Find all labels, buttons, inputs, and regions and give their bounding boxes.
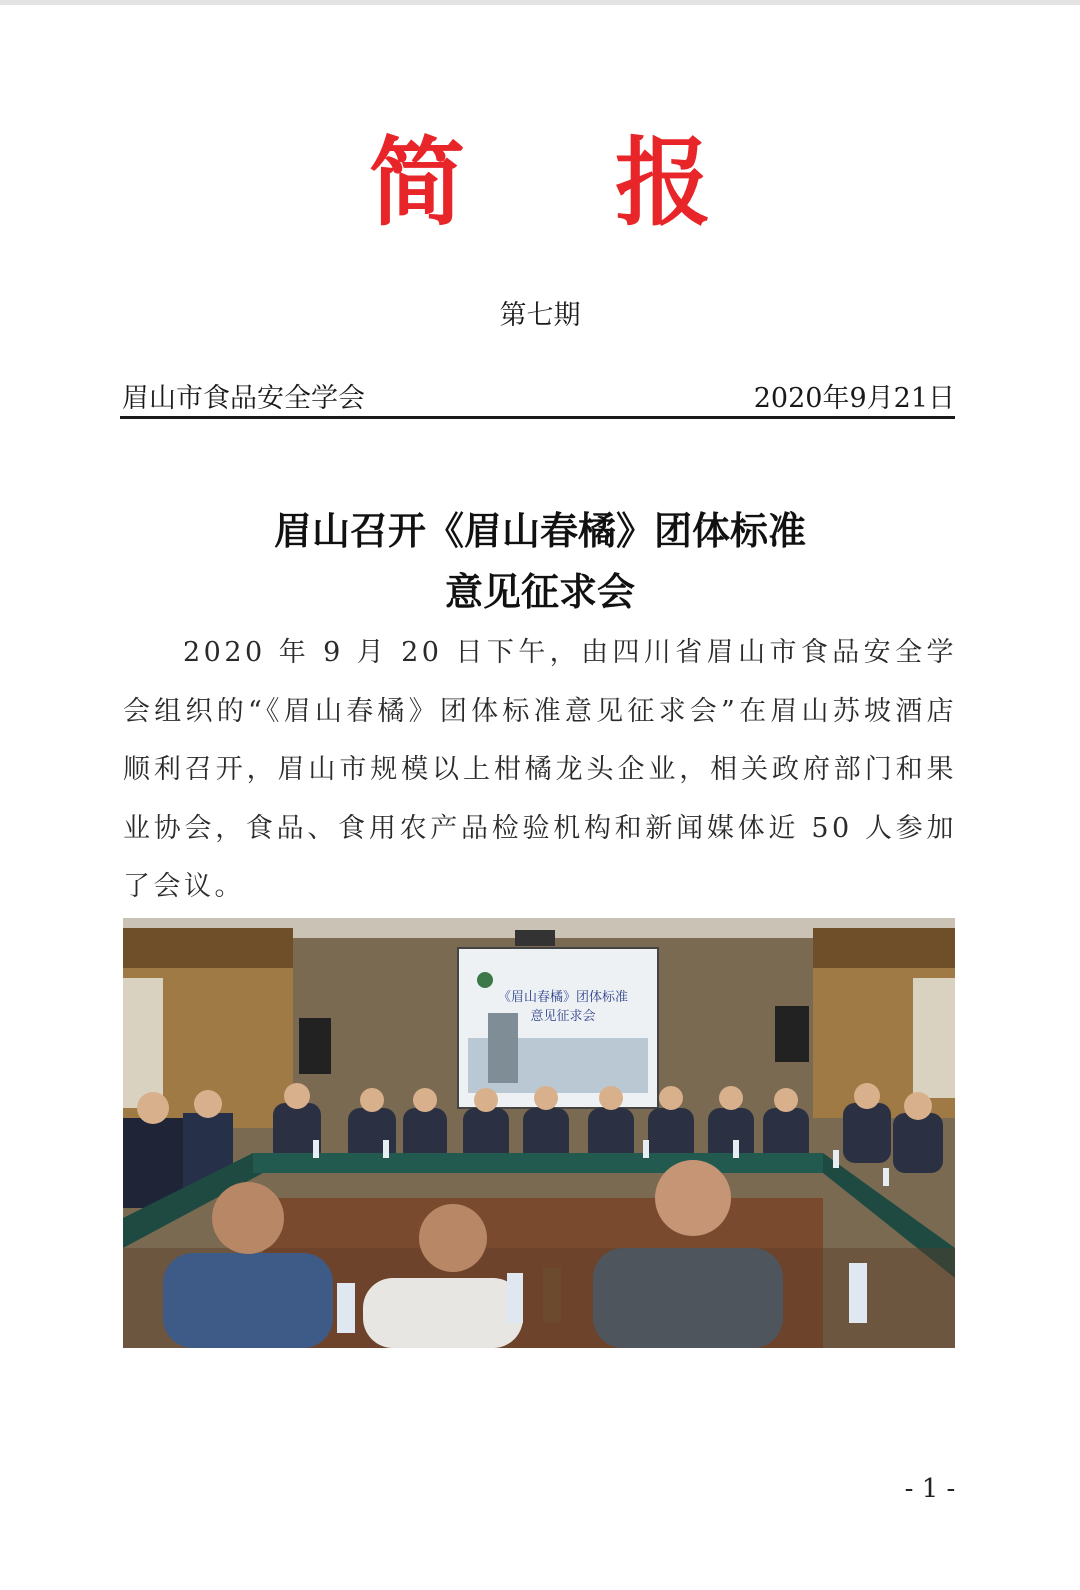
screen-title-text: 《眉山春橘》团体标准 — [497, 990, 629, 1005]
headline-line-2: 意见征求会 — [444, 570, 635, 614]
masthead-title — [0, 128, 1080, 238]
screen-subtitle-text: 意见征求会 — [530, 1009, 596, 1024]
issue-number: 第七期 — [499, 300, 581, 331]
meta-row — [122, 381, 955, 421]
masthead-char-2: 报 — [615, 127, 711, 239]
masthead-char-1: 简 — [369, 127, 465, 239]
article-body: 2020 年 9 月 20 日下午，由四川省眉山市食品安全学会组织的“《眉山春橘》团体标准意见征求会”在眉山苏坡酒店顺利召开，眉山市规模以上柑橘龙头企业，相关政府部门和果业协会，食品、食用农产品检验机构和新闻媒体近 50 人参加了会议。 — [123, 637, 957, 902]
top-edge — [0, 0, 1080, 5]
issue-date: 2020年9月21日 — [753, 383, 955, 414]
page-number: - 1 - — [904, 1474, 956, 1504]
organization-name: 眉山市食品安全学会 — [122, 383, 365, 414]
header-divider — [120, 416, 955, 419]
meeting-photo — [123, 918, 955, 1348]
headline-line-1: 眉山召开《眉山春橘》团体标准 — [273, 509, 806, 553]
